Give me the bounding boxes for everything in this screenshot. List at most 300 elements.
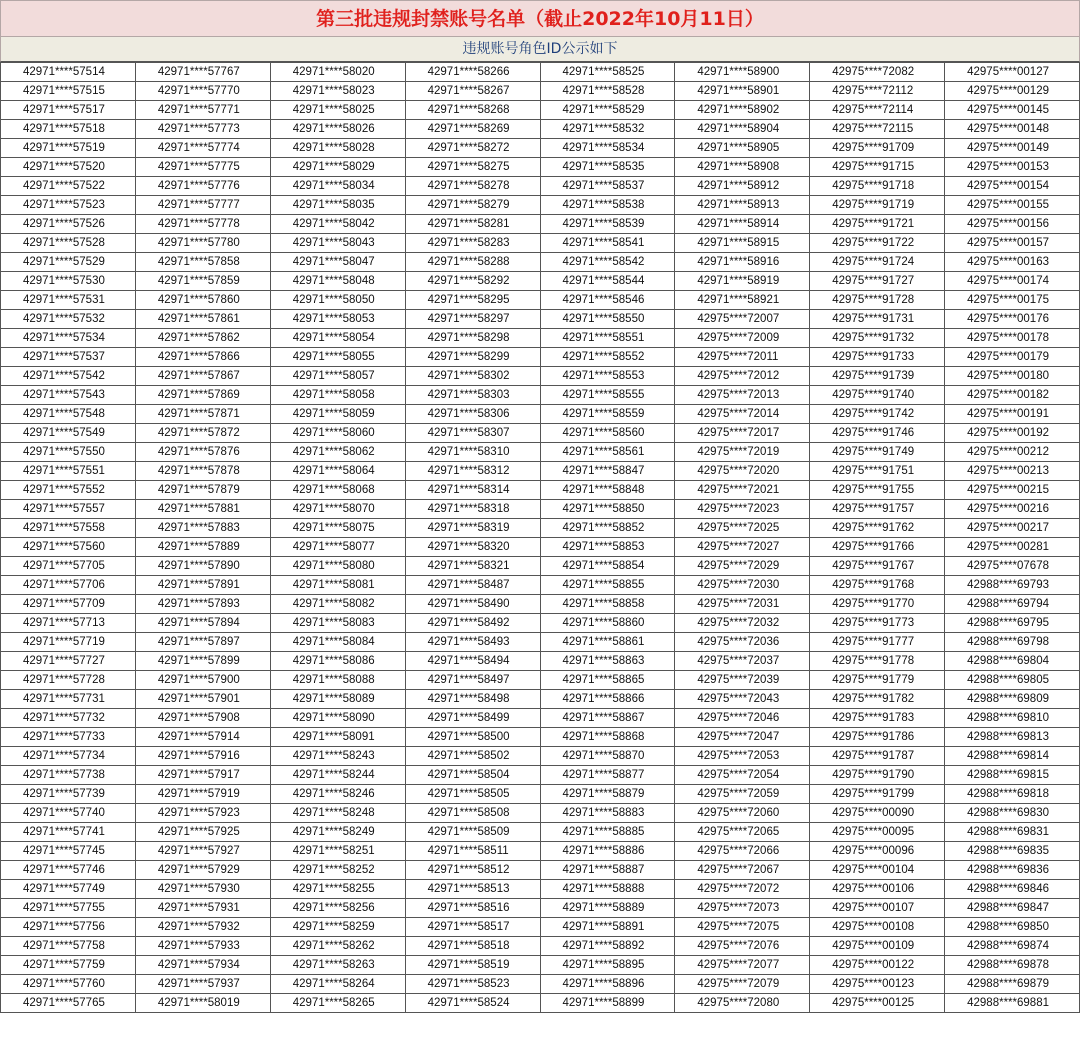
- account-id-cell: 42971****57931: [135, 899, 270, 918]
- account-id-cell: 42971****57557: [1, 500, 136, 519]
- account-id-cell: 42971****58058: [270, 386, 405, 405]
- account-id-cell: 42975****72115: [810, 120, 945, 139]
- account-id-cell: 42971****58053: [270, 310, 405, 329]
- account-id-cell: 42975****91740: [810, 386, 945, 405]
- account-id-cell: 42971****57883: [135, 519, 270, 538]
- account-id-cell: 42975****00127: [945, 63, 1080, 82]
- account-id-cell: 42975****91782: [810, 690, 945, 709]
- account-id-cell: 42971****58082: [270, 595, 405, 614]
- account-id-cell: 42975****91719: [810, 196, 945, 215]
- account-id-cell: 42971****57858: [135, 253, 270, 272]
- account-id-cell: 42971****58887: [540, 861, 675, 880]
- account-id-cell: 42988****69815: [945, 766, 1080, 785]
- account-id-cell: 42975****72067: [675, 861, 810, 880]
- account-id-cell: 42971****58895: [540, 956, 675, 975]
- account-id-cell: 42975****00178: [945, 329, 1080, 348]
- table-row: [1, 880, 1080, 899]
- account-id-cell: 42971****57879: [135, 481, 270, 500]
- account-id-cell: 42971****58870: [540, 747, 675, 766]
- account-id-cell: 42971****58532: [540, 120, 675, 139]
- account-id-cell: 42971****58863: [540, 652, 675, 671]
- table-row: [1, 481, 1080, 500]
- account-id-cell: 42975****00216: [945, 500, 1080, 519]
- account-id-cell: 42988****69835: [945, 842, 1080, 861]
- account-id-cell: 42988****69818: [945, 785, 1080, 804]
- account-id-cell: 42975****00180: [945, 367, 1080, 386]
- account-id-cell: 42971****58518: [405, 937, 540, 956]
- account-id-cell: 42971****57519: [1, 139, 136, 158]
- account-id-cell: 42975****00179: [945, 348, 1080, 367]
- account-id-cell: 42971****57860: [135, 291, 270, 310]
- account-id-cell: 42971****58865: [540, 671, 675, 690]
- table-row: [1, 785, 1080, 804]
- account-id-cell: 42971****58921: [675, 291, 810, 310]
- account-id-cell: 42975****72072: [675, 880, 810, 899]
- account-id-cell: 42971****57891: [135, 576, 270, 595]
- account-id-cell: 42971****57867: [135, 367, 270, 386]
- account-id-cell: 42971****57872: [135, 424, 270, 443]
- account-id-cell: 42971****58885: [540, 823, 675, 842]
- account-id-cell: 42971****57900: [135, 671, 270, 690]
- account-id-cell: 42971****58513: [405, 880, 540, 899]
- account-id-cell: 42975****00148: [945, 120, 1080, 139]
- account-id-cell: 42975****72043: [675, 690, 810, 709]
- account-id-cell: 42971****58913: [675, 196, 810, 215]
- account-id-cell: 42971****58529: [540, 101, 675, 120]
- account-id-cell: 42971****57937: [135, 975, 270, 994]
- account-id-cell: 42971****58561: [540, 443, 675, 462]
- account-id-cell: 42971****58035: [270, 196, 405, 215]
- table-row: [1, 310, 1080, 329]
- account-id-cell: 42971****58902: [675, 101, 810, 120]
- account-id-cell: 42971****58084: [270, 633, 405, 652]
- account-id-cell: 42975****72059: [675, 785, 810, 804]
- account-id-cell: 42971****57758: [1, 937, 136, 956]
- account-id-cell: 42971****58272: [405, 139, 540, 158]
- account-id-cell: 42971****58492: [405, 614, 540, 633]
- account-id-cell: 42971****57740: [1, 804, 136, 823]
- account-id-cell: 42971****57878: [135, 462, 270, 481]
- account-id-cell: 42971****58500: [405, 728, 540, 747]
- account-id-cell: 42971****57861: [135, 310, 270, 329]
- account-id-cell: 42971****58020: [270, 63, 405, 82]
- account-id-cell: 42971****58900: [675, 63, 810, 82]
- account-id-cell: 42971****58854: [540, 557, 675, 576]
- account-id-cell: 42971****58266: [405, 63, 540, 82]
- table-row: [1, 823, 1080, 842]
- account-id-cell: 42971****58505: [405, 785, 540, 804]
- account-id-cell: 42971****58064: [270, 462, 405, 481]
- account-id-cell: 42971****58307: [405, 424, 540, 443]
- account-id-cell: 42975****00191: [945, 405, 1080, 424]
- account-id-cell: 42975****91766: [810, 538, 945, 557]
- account-id-cell: 42971****58297: [405, 310, 540, 329]
- account-id-cell: 42971****57893: [135, 595, 270, 614]
- table-row: [1, 196, 1080, 215]
- account-id-cell: 42971****58320: [405, 538, 540, 557]
- table-row: [1, 956, 1080, 975]
- account-id-cell: 42971****57542: [1, 367, 136, 386]
- account-id-cell: 42971****58877: [540, 766, 675, 785]
- account-id-cell: 42975****00217: [945, 519, 1080, 538]
- account-id-cell: 42975****00108: [810, 918, 945, 937]
- account-id-cell: 42971****58288: [405, 253, 540, 272]
- account-id-cell: 42971****57869: [135, 386, 270, 405]
- account-id-cell: 42971****58534: [540, 139, 675, 158]
- table-row: [1, 538, 1080, 557]
- account-id-cell: 42975****00163: [945, 253, 1080, 272]
- account-id-cell: 42971****57765: [1, 994, 136, 1013]
- account-id-cell: 42971****58054: [270, 329, 405, 348]
- table-row: [1, 329, 1080, 348]
- account-id-cell: 42971****57534: [1, 329, 136, 348]
- account-id-cell: 42971****57709: [1, 595, 136, 614]
- account-id-cell: 42975****00107: [810, 899, 945, 918]
- account-id-cell: 42971****57746: [1, 861, 136, 880]
- account-id-cell: 42975****00096: [810, 842, 945, 861]
- account-id-cell: 42975****91770: [810, 595, 945, 614]
- account-id-cell: 42975****91783: [810, 709, 945, 728]
- account-id-cell: 42971****58899: [540, 994, 675, 1013]
- account-id-cell: 42971****58281: [405, 215, 540, 234]
- account-id-cell: 42971****58028: [270, 139, 405, 158]
- account-id-cell: 42971****58278: [405, 177, 540, 196]
- account-id-cell: 42971****57548: [1, 405, 136, 424]
- account-id-cell: 42971****57774: [135, 139, 270, 158]
- account-id-cell: 42988****69879: [945, 975, 1080, 994]
- account-id-cell: 42971****57549: [1, 424, 136, 443]
- account-id-cell: 42975****91724: [810, 253, 945, 272]
- account-id-cell: 42975****72079: [675, 975, 810, 994]
- table-row: [1, 120, 1080, 139]
- account-id-cell: 42975****00149: [945, 139, 1080, 158]
- account-id-cell: 42971****58318: [405, 500, 540, 519]
- account-id-cell: 42975****72030: [675, 576, 810, 595]
- account-id-cell: 42971****57899: [135, 652, 270, 671]
- account-id-cell: 42971****58555: [540, 386, 675, 405]
- account-id-cell: 42971****58312: [405, 462, 540, 481]
- account-id-cell: 42975****72065: [675, 823, 810, 842]
- account-id-cell: 42971****58537: [540, 177, 675, 196]
- table-row: [1, 899, 1080, 918]
- account-id-cell: 42975****00095: [810, 823, 945, 842]
- account-id-cell: 42971****58251: [270, 842, 405, 861]
- table-row: [1, 557, 1080, 576]
- account-id-cell: 42971****58867: [540, 709, 675, 728]
- account-id-cell: 42971****58256: [270, 899, 405, 918]
- table-row: [1, 158, 1080, 177]
- account-id-cell: 42975****91755: [810, 481, 945, 500]
- account-id-cell: 42975****00109: [810, 937, 945, 956]
- table-row: [1, 728, 1080, 747]
- table-row: [1, 386, 1080, 405]
- account-id-cell: 42971****57733: [1, 728, 136, 747]
- account-id-cell: 42971****57552: [1, 481, 136, 500]
- account-id-cell: 42971****58512: [405, 861, 540, 880]
- account-id-cell: 42971****58259: [270, 918, 405, 937]
- account-id-cell: 42975****91727: [810, 272, 945, 291]
- account-id-cell: 42988****69881: [945, 994, 1080, 1013]
- account-id-cell: 42971****58905: [675, 139, 810, 158]
- account-id-cell: 42971****58026: [270, 120, 405, 139]
- account-id-cell: 42975****00125: [810, 994, 945, 1013]
- account-id-cell: 42975****72047: [675, 728, 810, 747]
- account-id-cell: 42971****57776: [135, 177, 270, 196]
- account-id-cell: 42971****58855: [540, 576, 675, 595]
- account-id-cell: 42988****69836: [945, 861, 1080, 880]
- account-id-cell: 42975****91779: [810, 671, 945, 690]
- table-row: [1, 177, 1080, 196]
- account-id-cell: 42975****91721: [810, 215, 945, 234]
- account-id-cell: 42975****00104: [810, 861, 945, 880]
- account-id-cell: 42971****57517: [1, 101, 136, 120]
- account-id-cell: 42971****58023: [270, 82, 405, 101]
- account-id-cell: 42975****91777: [810, 633, 945, 652]
- account-id-cell: 42971****57923: [135, 804, 270, 823]
- account-id-cell: 42988****69874: [945, 937, 1080, 956]
- account-id-cell: 42971****58535: [540, 158, 675, 177]
- table-row: [1, 253, 1080, 272]
- account-id-cell: 42971****57515: [1, 82, 136, 101]
- account-id-cell: 42975****91733: [810, 348, 945, 367]
- account-id-cell: 42975****91731: [810, 310, 945, 329]
- account-id-cell: 42971****57739: [1, 785, 136, 804]
- account-id-cell: 42971****58553: [540, 367, 675, 386]
- account-id-cell: 42971****58055: [270, 348, 405, 367]
- account-id-cell: 42971****57908: [135, 709, 270, 728]
- account-id-cell: 42971****58283: [405, 234, 540, 253]
- account-id-cell: 42975****07678: [945, 557, 1080, 576]
- account-id-cell: 42971****58279: [405, 196, 540, 215]
- account-id-cell: 42971****57530: [1, 272, 136, 291]
- account-id-cell: 42971****58866: [540, 690, 675, 709]
- account-id-cell: 42971****57897: [135, 633, 270, 652]
- account-id-cell: 42975****72060: [675, 804, 810, 823]
- account-id-cell: 42975****00213: [945, 462, 1080, 481]
- account-id-cell: 42971****57930: [135, 880, 270, 899]
- account-id-cell: 42971****57537: [1, 348, 136, 367]
- account-id-cell: 42975****00123: [810, 975, 945, 994]
- account-id-cell: 42971****58868: [540, 728, 675, 747]
- account-id-cell: 42975****91790: [810, 766, 945, 785]
- account-id-cell: 42971****57531: [1, 291, 136, 310]
- account-id-cell: 42975****91742: [810, 405, 945, 424]
- account-id-cell: 42975****00174: [945, 272, 1080, 291]
- account-id-cell: 42971****58263: [270, 956, 405, 975]
- account-id-cell: 42971****57514: [1, 63, 136, 82]
- account-id-cell: 42971****58047: [270, 253, 405, 272]
- account-id-cell: 42971****58883: [540, 804, 675, 823]
- account-id-cell: 42975****72025: [675, 519, 810, 538]
- account-id-cell: 42971****58550: [540, 310, 675, 329]
- account-id-cell: 42975****00192: [945, 424, 1080, 443]
- account-id-cell: 42971****58889: [540, 899, 675, 918]
- account-id-cell: 42975****91786: [810, 728, 945, 747]
- account-id-cell: 42971****57731: [1, 690, 136, 709]
- account-id-cell: 42988****69795: [945, 614, 1080, 633]
- account-id-cell: 42988****69810: [945, 709, 1080, 728]
- account-id-cell: 42971****58068: [270, 481, 405, 500]
- table-row: [1, 804, 1080, 823]
- account-id-cell: 42971****57706: [1, 576, 136, 595]
- table-row: [1, 595, 1080, 614]
- account-id-cell: 42971****57760: [1, 975, 136, 994]
- account-id-cell: 42971****58901: [675, 82, 810, 101]
- account-id-cell: 42988****69805: [945, 671, 1080, 690]
- account-id-cell: 42988****69813: [945, 728, 1080, 747]
- account-id-cell: 42975****72046: [675, 709, 810, 728]
- account-id-cell: 42971****58509: [405, 823, 540, 842]
- account-id-cell: 42971****57881: [135, 500, 270, 519]
- account-id-cell: 42971****58912: [675, 177, 810, 196]
- account-id-cell: 42971****58090: [270, 709, 405, 728]
- account-id-cell: 42971****57727: [1, 652, 136, 671]
- account-id-cell: 42975****72039: [675, 671, 810, 690]
- account-id-cell: 42971****58298: [405, 329, 540, 348]
- account-id-cell: 42971****58043: [270, 234, 405, 253]
- account-id-cell: 42988****69878: [945, 956, 1080, 975]
- account-id-cell: 42975****72075: [675, 918, 810, 937]
- table-row: [1, 405, 1080, 424]
- account-id-cell: 42971****58552: [540, 348, 675, 367]
- account-id-cell: 42971****58029: [270, 158, 405, 177]
- account-id-cell: 42971****57934: [135, 956, 270, 975]
- account-id-cell: 42988****69809: [945, 690, 1080, 709]
- account-id-cell: 42971****58246: [270, 785, 405, 804]
- account-id-cell: 42975****91799: [810, 785, 945, 804]
- table-row: [1, 234, 1080, 253]
- account-id-cell: 42971****58269: [405, 120, 540, 139]
- account-id-cell: 42988****69798: [945, 633, 1080, 652]
- account-id-cell: 42971****58504: [405, 766, 540, 785]
- account-id-cell: 42975****00145: [945, 101, 1080, 120]
- account-id-cell: 42971****58852: [540, 519, 675, 538]
- table-row: [1, 348, 1080, 367]
- table-row: [1, 861, 1080, 880]
- account-id-cell: 42975****72007: [675, 310, 810, 329]
- account-id-cell: 42971****58089: [270, 690, 405, 709]
- account-id-cell: 42971****57532: [1, 310, 136, 329]
- account-id-cell: 42975****72076: [675, 937, 810, 956]
- table-row: [1, 975, 1080, 994]
- account-id-cell: 42971****58848: [540, 481, 675, 500]
- account-id-cell: 42988****69846: [945, 880, 1080, 899]
- account-id-cell: 42975****00090: [810, 804, 945, 823]
- account-id-cell: 42971****57777: [135, 196, 270, 215]
- account-id-cell: 42988****69830: [945, 804, 1080, 823]
- account-id-cell: 42975****72054: [675, 766, 810, 785]
- account-id-cell: 42971****58088: [270, 671, 405, 690]
- account-id-cell: 42975****91732: [810, 329, 945, 348]
- account-id-cell: 42971****58551: [540, 329, 675, 348]
- account-id-cell: 42971****58310: [405, 443, 540, 462]
- account-id-cell: 42971****57770: [135, 82, 270, 101]
- account-id-cell: 42971****58255: [270, 880, 405, 899]
- account-id-cell: 42971****58914: [675, 215, 810, 234]
- account-id-cell: 42975****91715: [810, 158, 945, 177]
- account-id-cell: 42971****57755: [1, 899, 136, 918]
- table-row: [1, 215, 1080, 234]
- account-id-cell: 42971****58858: [540, 595, 675, 614]
- account-id-cell: 42975****91739: [810, 367, 945, 386]
- account-id-cell: 42971****58525: [540, 63, 675, 82]
- account-id-cell: 42971****58541: [540, 234, 675, 253]
- account-id-cell: 42971****57914: [135, 728, 270, 747]
- account-id-cell: 42971****58860: [540, 614, 675, 633]
- account-id-cell: 42988****69814: [945, 747, 1080, 766]
- account-id-cell: 42975****72053: [675, 747, 810, 766]
- account-id-cell: 42975****00156: [945, 215, 1080, 234]
- account-id-cell: 42975****72012: [675, 367, 810, 386]
- account-id-cell: 42971****58314: [405, 481, 540, 500]
- account-id-cell: 42971****58042: [270, 215, 405, 234]
- account-id-cell: 42971****57773: [135, 120, 270, 139]
- account-id-cell: 42971****58493: [405, 633, 540, 652]
- account-id-cell: 42971****58915: [675, 234, 810, 253]
- table-row: [1, 101, 1080, 120]
- table-row: [1, 918, 1080, 937]
- account-id-cell: 42971****57518: [1, 120, 136, 139]
- account-id-cell: 42975****72029: [675, 557, 810, 576]
- account-id-cell: 42971****57551: [1, 462, 136, 481]
- account-id-cell: 42975****00129: [945, 82, 1080, 101]
- table-row: [1, 937, 1080, 956]
- account-id-cell: 42971****57749: [1, 880, 136, 899]
- account-id-cell: 42988****69850: [945, 918, 1080, 937]
- account-id-cell: 42971****58321: [405, 557, 540, 576]
- account-id-cell: 42971****57889: [135, 538, 270, 557]
- account-id-cell: 42971****57862: [135, 329, 270, 348]
- account-id-cell: 42975****72017: [675, 424, 810, 443]
- account-id-cell: 42971****58243: [270, 747, 405, 766]
- table-row: [1, 272, 1080, 291]
- table-row: [1, 367, 1080, 386]
- account-id-cell: 42971****58888: [540, 880, 675, 899]
- account-id-cell: 42971****58057: [270, 367, 405, 386]
- account-id-cell: 42971****58487: [405, 576, 540, 595]
- account-id-cell: 42975****91762: [810, 519, 945, 538]
- account-id-cell: 42971****58497: [405, 671, 540, 690]
- account-id-cell: 42971****58268: [405, 101, 540, 120]
- account-id-cell: 42971****58853: [540, 538, 675, 557]
- account-id-cell: 42971****57876: [135, 443, 270, 462]
- account-id-cell: 42971****57728: [1, 671, 136, 690]
- account-id-cell: 42971****58265: [270, 994, 405, 1013]
- account-id-cell: 42971****57771: [135, 101, 270, 120]
- account-id-cell: 42971****58264: [270, 975, 405, 994]
- account-id-cell: 42971****57894: [135, 614, 270, 633]
- account-id-cell: 42971****58528: [540, 82, 675, 101]
- account-id-cell: 42971****58502: [405, 747, 540, 766]
- account-id-cell: 42971****58517: [405, 918, 540, 937]
- account-id-cell: 42975****00106: [810, 880, 945, 899]
- account-id-cell: 42988****69793: [945, 576, 1080, 595]
- account-id-cell: 42971****58896: [540, 975, 675, 994]
- account-id-cell: 42975****72073: [675, 899, 810, 918]
- account-id-cell: 42971****58086: [270, 652, 405, 671]
- account-id-cell: 42971****58524: [405, 994, 540, 1013]
- account-id-cell: 42971****58303: [405, 386, 540, 405]
- account-id-cell: 42971****57560: [1, 538, 136, 557]
- account-id-cell: 42975****00122: [810, 956, 945, 975]
- account-id-cell: 42971****58516: [405, 899, 540, 918]
- account-id-cell: 42971****58077: [270, 538, 405, 557]
- account-id-cell: 42971****58083: [270, 614, 405, 633]
- account-id-cell: 42971****58916: [675, 253, 810, 272]
- account-id-cell: 42971****57526: [1, 215, 136, 234]
- account-id-cell: 42975****91768: [810, 576, 945, 595]
- account-id-cell: 42971****58498: [405, 690, 540, 709]
